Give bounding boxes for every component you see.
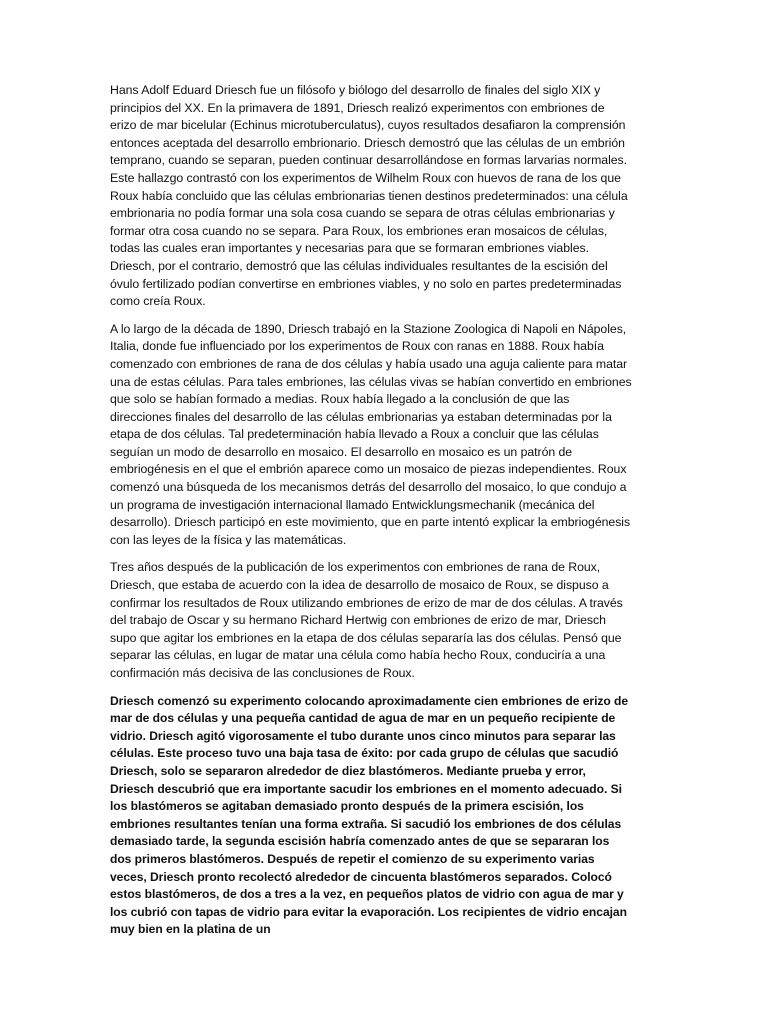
paragraph-4: Driesch comenzó su experimento colocando aproximadamente cien embriones de erizo de mar de dos células y una pequeña cantidad de agua de mar en un pequeño recipiente de vidrio. Driesch agitó vigorosamente el tubo durante unos cinco minutos para separar las células. Este proceso tuvo una baja tasa de éxito: por cada grupo de células que sacudió Driesch, solo se separaron alrededor de diez blastómeros. Mediante prueba y error, Driesch descubrió que era importante sacudir los embriones en el momento adecuado. Si los blastómeros se agitaban demasiado pronto después de la primera escisión, los embriones resultantes tenían una forma extraña. Si sacudió los embriones de dos células demasiado tarde, la segunda escisión habría comenzado antes de que se separaran los dos primeros blastómeros. Después de repetir el comienzo de su experimento varias veces, Driesch pronto recolectó alrededor de cincuenta blastómeros separados. Colocó estos blastómeros, de dos a tres a la vez, en pequeños platos de vidrio con agua de mar y los cubrió con tapas de vidrio para evitar la evaporación. Los recipientes de vidrio encajan muy bien en la platina de un <box>110 693 629 937</box>
paragraph-3: Tres años después de la publicación de los experimentos con embriones de rana de Roux, Driesch, que estaba de acuerdo con la idea de desarrollo de mosaico de Roux, se dispuso a confirmar los resultados de Roux utilizando embriones de erizo de mar de dos células. A través del trabajo de Oscar y su hermano Richard Hertwig con embriones de erizo de mar, Driesch supo que agitar los embriones en la etapa de dos células separaría las dos células. Pensó que separar las células, en lugar de matar una célula como había hecho Roux, conduciría a una confirmación más decisiva de las conclusiones de Roux. <box>110 560 623 680</box>
document-page <box>110 82 632 949</box>
paragraph-2: A lo largo de la década de 1890, Driesch trabajó en la Stazione Zoologica di Napoli en Nápoles, Italia, donde fue influenciado por los experimentos de Roux con ranas en 1888. Roux había comenzado con embriones de rana de dos células y había usado una aguja caliente para matar una de estas células. Para tales embriones, las células vivas se habían convertido en embriones que solo se habían formado a medias. Roux había llegado a la conclusión de que las direcciones finales del desarrollo de las células embrionarias ya estaban determinadas por la etapa de dos células. Tal predeterminación había llevado a Roux a concluir que las células seguían un modo de desarrollo en mosaico. El desarrollo en mosaico es un patrón de embriogénesis en el que el embrión aparece como un mosaico de piezas independientes. Roux comenzó una búsqueda de los mecanismos detrás del desarrollo del mosaico, lo que condujo a un programa de investigación internacional llamado Entwicklungsmechanik (mecánica del desarrollo). Driesch participó en este movimiento, que en parte intentó explicar la embriogénesis con las leyes de la física y las matemáticas. <box>110 321 632 547</box>
paragraph-1: Hans Adolf Eduard Driesch fue un filósofo y biólogo del desarrollo de finales del siglo XIX y principios del XX. En la primavera de 1891, Driesch realizó experimentos con embriones de erizo de mar bicelular (Echinus microtuberculatus), cuyos resultados desafiaron la comprensión entonces aceptada del desarrollo embrionario. Driesch demostró que las células de un embrión temprano, cuando se separan, pueden continuar desarrollándose en formas larvarias normales. Este hallazgo contrastó con los experimentos de Wilhelm Roux con huevos de rana de los que Roux había concluido que las células embrionarias tienen destinos predeterminados: una célula embrionaria no podía formar una sola cosa cuando se separa de otras células embrionarias y formar otra cosa cuando no se separa. Para Roux, los embriones eran mosaicos de células, todas las cuales eran importantes y necesarias para que se formaran embriones viables. Driesch, por el contrario, demostró que las células individuales resultantes de la escisión del óvulo fertilizado podían convertirse en embriones viables, y no solo en partes predeterminadas como creía Roux. <box>110 83 628 309</box>
